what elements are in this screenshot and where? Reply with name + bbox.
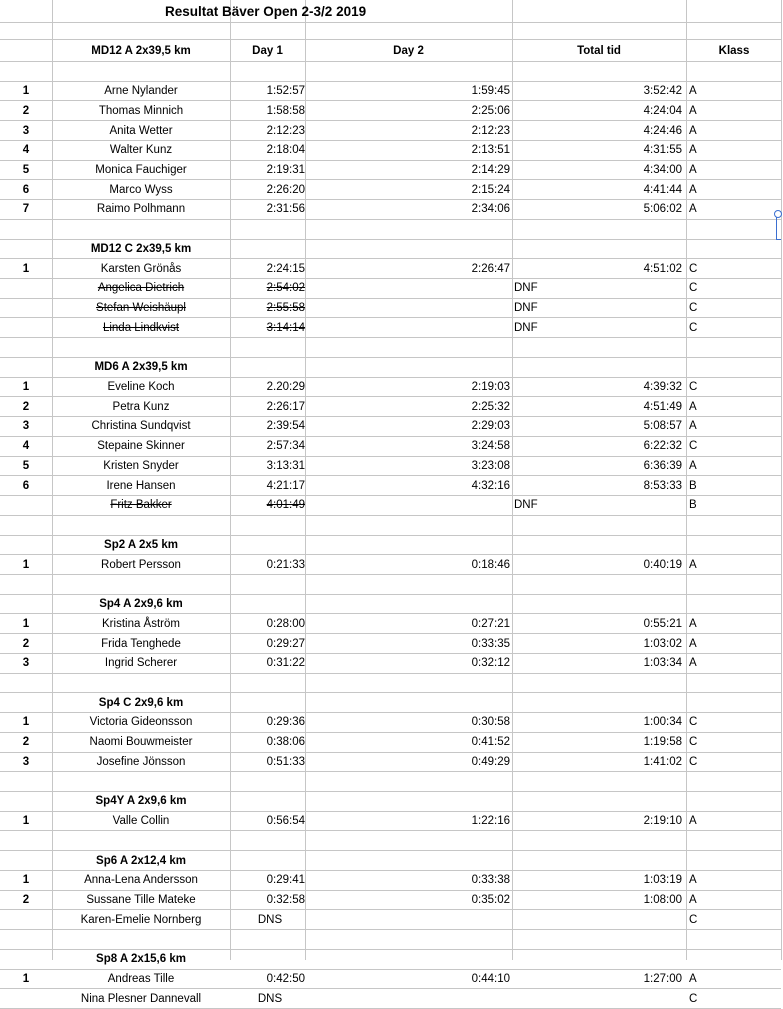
klass-cell: A (689, 657, 697, 670)
table-row[interactable] (0, 891, 781, 911)
day1-cell: 3:13:31 (266, 459, 305, 472)
day1-cell: 2:19:31 (266, 164, 305, 176)
klass-cell: C (689, 755, 698, 768)
day2-cell: 2:29:03 (471, 420, 510, 433)
total-cell: 6:36:39 (643, 459, 682, 472)
rank-cell: 4 (22, 440, 30, 453)
day1-cell: 2:26:17 (266, 400, 305, 413)
status-cell: DNF (514, 321, 538, 334)
rank-cell: 1 (22, 716, 30, 729)
klass-cell: B (689, 499, 697, 512)
day2-cell: 0:18:46 (471, 558, 510, 571)
rank-cell: 3 (22, 124, 30, 137)
blank-row[interactable] (0, 516, 781, 536)
day1-cell: 0:29:27 (266, 637, 305, 650)
rank-cell: 2 (22, 894, 30, 907)
total-cell: 8:53:33 (643, 479, 682, 492)
table-row[interactable] (0, 634, 781, 654)
name-cell: Victoria Gideonsson (89, 716, 193, 729)
total-cell: 0:55:21 (643, 617, 682, 630)
table-row[interactable] (0, 733, 781, 753)
rank-cell: 1 (22, 262, 30, 275)
table-row[interactable] (0, 555, 781, 575)
table-row-dns[interactable] (0, 910, 781, 930)
total-cell: 6:22:32 (643, 440, 682, 453)
table-row-dns[interactable] (0, 989, 781, 1009)
name-cell: Irene Hansen (106, 479, 176, 492)
klass-cell: A (689, 558, 697, 571)
day1-cell: 1:58:58 (266, 104, 305, 117)
klass-header: Klass (718, 44, 750, 57)
status-cell: DNF (514, 302, 538, 315)
section-header-row[interactable] (0, 358, 781, 378)
section-label: Sp2 A 2x5 km (104, 538, 178, 551)
klass-cell: A (689, 104, 697, 117)
rank-cell: 1 (22, 972, 30, 985)
total-cell: 4:51:49 (643, 400, 682, 413)
table-row[interactable] (0, 101, 781, 121)
total-header: Total tid (577, 44, 621, 57)
day1-cell: 4:01:49 (266, 499, 305, 512)
table-row[interactable] (0, 753, 781, 773)
name-cell: Marco Wyss (109, 183, 173, 196)
day2-cell: 2:25:06 (471, 104, 510, 117)
klass-cell: A (689, 183, 697, 196)
name-cell: Stefan Weishäupl (96, 302, 186, 315)
resize-grip-icon[interactable] (774, 210, 782, 218)
klass-cell: C (689, 913, 698, 926)
table-row-dnf[interactable] (0, 279, 781, 299)
day2-cell: 0:30:58 (471, 716, 510, 729)
total-cell: 4:51:02 (643, 262, 682, 275)
day2-cell: 2:14:29 (471, 164, 510, 176)
klass-cell: A (689, 85, 697, 98)
klass-cell: A (689, 203, 697, 216)
total-cell: 4:41:44 (643, 183, 682, 196)
table-row[interactable] (0, 161, 781, 181)
total-cell: 1:00:34 (643, 716, 682, 729)
name-cell: Frida Tenghede (101, 637, 181, 650)
name-cell: Valle Collin (112, 815, 170, 828)
day2-cell: 4:32:16 (471, 479, 510, 492)
klass-cell: B (689, 479, 697, 492)
table-row[interactable] (0, 180, 781, 200)
rank-cell: 3 (22, 657, 30, 670)
blank-row[interactable] (0, 23, 781, 40)
table-row[interactable] (0, 476, 781, 496)
total-cell: 4:31:55 (643, 144, 682, 157)
day2-cell: 2:26:47 (471, 262, 510, 275)
rank-cell: 1 (22, 558, 30, 571)
title-row[interactable] (0, 0, 781, 23)
name-cell: Angelica Dietrich (97, 282, 185, 295)
table-row[interactable] (0, 457, 781, 477)
day1-cell: 0:32:58 (266, 894, 305, 907)
table-row[interactable] (0, 259, 781, 279)
section-header-row[interactable] (0, 851, 781, 871)
blank-row[interactable] (0, 831, 781, 851)
day2-cell: 0:33:35 (471, 637, 510, 650)
day2-cell: 2:19:03 (471, 381, 510, 394)
day2-cell: 0:41:52 (471, 736, 510, 749)
day2-cell: 1:59:45 (471, 85, 510, 98)
total-cell: 1:19:58 (643, 736, 682, 749)
table-row-dnf[interactable] (0, 299, 781, 319)
klass-cell: A (689, 637, 697, 650)
klass-cell: C (689, 992, 698, 1005)
rank-cell: 5 (22, 164, 30, 176)
name-cell: Anna-Lena Andersson (84, 874, 198, 887)
total-cell: 5:06:02 (643, 203, 682, 216)
table-row-dnf[interactable] (0, 496, 781, 516)
klass-cell: C (689, 381, 698, 394)
table-row[interactable] (0, 378, 781, 398)
day2-cell: 0:32:12 (471, 657, 510, 670)
header-row[interactable] (0, 40, 781, 62)
total-cell: 4:24:46 (643, 124, 682, 137)
total-cell: 2:19:10 (643, 815, 682, 828)
klass-cell: C (689, 262, 698, 275)
section-header-row[interactable] (0, 792, 781, 812)
rank-cell: 2 (22, 104, 30, 117)
day1-cell: 4:21:17 (266, 479, 305, 492)
name-cell: Karen-Emelie Nornberg (80, 913, 202, 926)
table-row[interactable] (0, 397, 781, 417)
name-cell: Sussane Tille Mateke (86, 894, 196, 907)
name-cell: Linda Lindkvist (102, 321, 180, 334)
name-cell: Raimo Polhmann (96, 203, 186, 216)
day1-cell: 2.20:29 (266, 381, 305, 394)
rank-cell: 5 (22, 459, 30, 472)
klass-cell: A (689, 894, 697, 907)
name-cell: Robert Persson (101, 558, 181, 571)
rank-cell: 4 (22, 144, 30, 157)
rank-cell: 3 (22, 755, 30, 768)
day2-cell: 2:12:23 (471, 124, 510, 137)
klass-cell: C (689, 302, 698, 315)
day1-cell: 2:12:23 (266, 124, 305, 137)
section-label: Sp6 A 2x12,4 km (96, 854, 186, 867)
name-cell: Fritz Bakker (110, 499, 172, 512)
section-header-row[interactable] (0, 240, 781, 260)
klass-cell: C (689, 440, 698, 453)
name-cell: Naomi Bouwmeister (89, 736, 193, 749)
sheet-title: Resultat Bäver Open 2-3/2 2019 (165, 3, 367, 19)
day1-cell: 2:54:02 (266, 282, 305, 295)
day2-header: Day 2 (393, 44, 424, 57)
day2-cell: 2:13:51 (471, 144, 510, 157)
day2-cell: 3:24:58 (471, 440, 510, 453)
section-label: MD6 A 2x39,5 km (94, 361, 188, 374)
day2-cell: 0:33:38 (471, 874, 510, 887)
blank-row[interactable] (0, 338, 781, 358)
day2-cell: 0:27:21 (471, 617, 510, 630)
name-cell: Stepaine Skinner (97, 440, 185, 453)
day1-cell: 2:24:15 (266, 262, 305, 275)
table-row[interactable] (0, 437, 781, 457)
blank-row[interactable] (0, 930, 781, 950)
day1-cell: 2:26:20 (266, 183, 305, 196)
total-cell: 5:08:57 (643, 420, 682, 433)
total-cell: 1:03:34 (643, 657, 682, 670)
klass-cell: A (689, 815, 697, 828)
rank-cell: 1 (22, 617, 30, 630)
day1-cell: 0:38:06 (266, 736, 305, 749)
total-cell: 1:27:00 (643, 972, 682, 985)
column-divider (781, 0, 782, 960)
day1-cell: 2:57:34 (266, 440, 305, 453)
name-cell: Arne Nylander (104, 85, 178, 98)
name-cell: Petra Kunz (112, 400, 170, 413)
day1-cell: 0:21:33 (266, 558, 305, 571)
klass-cell: A (689, 164, 697, 176)
table-row[interactable] (0, 82, 781, 102)
table-row[interactable] (0, 654, 781, 674)
name-cell: Christina Sundqvist (91, 420, 191, 433)
rank-cell: 3 (22, 420, 30, 433)
total-cell: 1:08:00 (643, 894, 682, 907)
klass-cell: A (689, 144, 697, 157)
klass-cell: C (689, 282, 698, 295)
section-header-row[interactable] (0, 693, 781, 713)
day1-cell: 0:29:41 (266, 874, 305, 887)
blank-row[interactable] (0, 220, 781, 240)
klass-cell: C (689, 716, 698, 729)
table-row[interactable] (0, 871, 781, 891)
status-cell: DNF (514, 282, 538, 295)
table-row[interactable] (0, 121, 781, 141)
klass-cell: A (689, 617, 697, 630)
klass-cell: A (689, 972, 697, 985)
total-cell: 3:52:42 (643, 85, 682, 98)
klass-cell: A (689, 874, 697, 887)
day2-cell: 0:49:29 (471, 755, 510, 768)
table-row[interactable] (0, 200, 781, 220)
day1-cell: DNS (257, 992, 283, 1005)
day1-cell: 0:28:00 (266, 617, 305, 630)
section-label: Sp4 C 2x9,6 km (98, 696, 184, 709)
table-row[interactable] (0, 970, 781, 990)
rank-cell: 6 (22, 479, 30, 492)
day2-cell: 3:23:08 (471, 459, 510, 472)
section-label: Sp4 A 2x9,6 km (99, 598, 183, 611)
klass-cell: A (689, 459, 697, 472)
rank-cell: 1 (22, 85, 30, 98)
total-cell: 1:41:02 (643, 755, 682, 768)
table-row[interactable] (0, 417, 781, 437)
rank-cell: 1 (22, 815, 30, 828)
table-row[interactable] (0, 614, 781, 634)
name-cell: Nina Plesner Dannevall (80, 992, 202, 1005)
day1-cell: 2:39:54 (266, 420, 305, 433)
rank-cell: 2 (22, 400, 30, 413)
name-cell: Kristen Snyder (103, 459, 179, 472)
name-cell: Kristina Åström (102, 617, 180, 630)
blank-row[interactable] (0, 674, 781, 694)
day1-header: Day 1 (252, 44, 283, 57)
section-header: MD12 A 2x39,5 km (91, 44, 191, 57)
rank-cell: 2 (22, 637, 30, 650)
day2-cell: 0:35:02 (471, 894, 510, 907)
table-row-dnf[interactable] (0, 318, 781, 338)
table-row[interactable] (0, 812, 781, 832)
name-cell: Josefine Jönsson (96, 755, 186, 768)
day2-cell: 2:25:32 (471, 400, 510, 413)
day1-cell: 2:55:58 (266, 302, 305, 315)
total-cell: 4:39:32 (643, 381, 682, 394)
total-cell: 4:24:04 (643, 104, 682, 117)
klass-cell: C (689, 321, 698, 334)
rank-cell: 7 (22, 203, 30, 216)
day1-cell: 0:29:36 (266, 716, 305, 729)
total-cell: 1:03:19 (643, 874, 682, 887)
rank-cell: 2 (22, 736, 30, 749)
section-header-row[interactable] (0, 536, 781, 556)
day1-cell: 0:42:50 (266, 972, 305, 985)
klass-cell: A (689, 400, 697, 413)
klass-cell: A (689, 124, 697, 137)
name-cell: Thomas Minnich (98, 104, 184, 117)
day1-cell: 2:31:56 (266, 203, 305, 216)
section-label: Sp4Y A 2x9,6 km (95, 795, 187, 808)
day1-cell: DNS (257, 913, 283, 926)
table-row[interactable] (0, 713, 781, 733)
day2-cell: 2:34:06 (471, 203, 510, 216)
blank-row[interactable] (0, 575, 781, 595)
klass-cell: C (689, 736, 698, 749)
day2-cell: 0:44:10 (471, 972, 510, 985)
day2-cell: 2:15:24 (471, 183, 510, 196)
day1-cell: 3:14:14 (266, 321, 305, 334)
day1-cell: 0:31:22 (266, 657, 305, 670)
day1-cell: 0:51:33 (266, 755, 305, 768)
table-row[interactable] (0, 141, 781, 161)
total-cell: 0:40:19 (643, 558, 682, 571)
total-cell: 4:34:00 (643, 164, 682, 176)
status-cell: DNF (514, 499, 538, 512)
day2-cell: 1:22:16 (471, 815, 510, 828)
blank-row[interactable] (0, 772, 781, 792)
name-cell: Monica Fauchiger (95, 164, 187, 176)
name-cell: Walter Kunz (109, 144, 173, 157)
section-label: MD12 C 2x39,5 km (90, 242, 192, 255)
total-cell: 1:03:02 (643, 637, 682, 650)
name-cell: Eveline Koch (107, 381, 175, 394)
rank-cell: 1 (22, 381, 30, 394)
section-header-row[interactable] (0, 595, 781, 615)
day1-cell: 2:18:04 (266, 144, 305, 157)
day1-cell: 0:56:54 (266, 815, 305, 828)
section-label: Sp8 A 2x15,6 km (96, 953, 186, 966)
rank-cell: 6 (22, 183, 30, 196)
name-cell: Andreas Tille (107, 972, 175, 985)
day1-cell: 1:52:57 (266, 85, 305, 98)
name-cell: Anita Wetter (109, 124, 173, 137)
blank-row[interactable] (0, 62, 781, 82)
rank-cell: 1 (22, 874, 30, 887)
klass-cell: A (689, 420, 697, 433)
name-cell: Ingrid Scherer (104, 657, 178, 670)
name-cell: Karsten Grönås (100, 262, 182, 275)
